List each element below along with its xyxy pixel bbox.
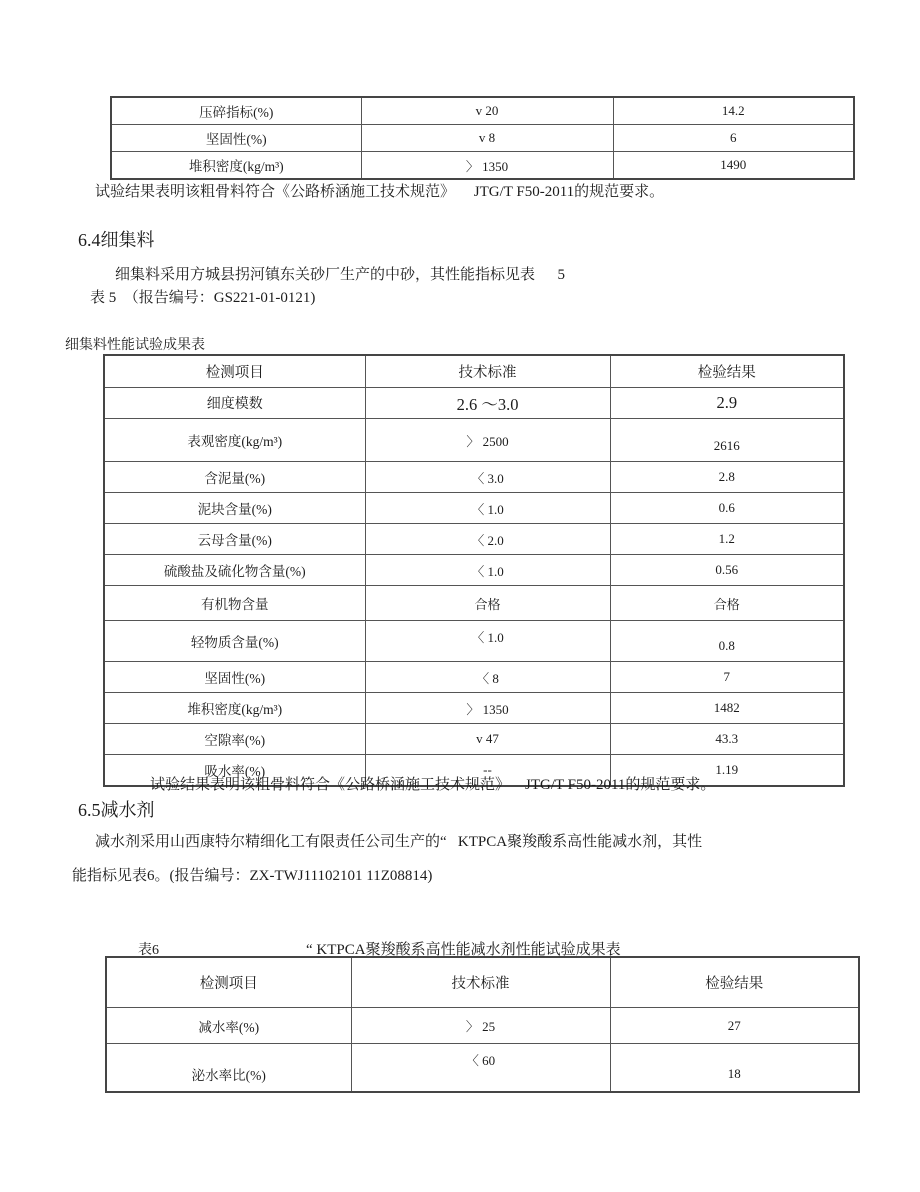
cell-standard: 〉 25 <box>351 1008 610 1044</box>
cell-standard: 〈 1.0 <box>365 555 610 586</box>
cell-result: 0.56 <box>610 555 844 586</box>
section-6-4-heading: 6.4细集料 <box>78 230 155 250</box>
table-row <box>104 586 844 621</box>
cell-result: 43.3 <box>610 724 844 755</box>
cell-result: 1482 <box>610 693 844 724</box>
cell-item: 硫酸盐及硫化物含量(%) <box>104 555 365 586</box>
cell-standard: 〉 1350 <box>361 152 613 180</box>
cell-standard: v 8 <box>361 125 613 152</box>
cell-item: 有机物含量 <box>104 586 365 621</box>
cell-item: 压碎指标(%) <box>111 97 361 125</box>
cell-standard: -- <box>365 755 610 787</box>
table-row <box>106 1044 859 1093</box>
table6-title: “ KTPCA聚羧酸系高性能减水剂性能试验成果表 <box>306 942 621 958</box>
table6-label: 表6 <box>138 943 159 958</box>
section-6-5-heading: 6.5减水剂 <box>78 800 155 820</box>
cell-result: 18 <box>610 1044 859 1093</box>
table5-caption: 细集料性能试验成果表 <box>65 338 205 353</box>
cell-result: 14.2 <box>613 97 854 125</box>
cell-item: 吸水率(%) <box>104 755 365 787</box>
cell-item: 细度模数 <box>104 388 365 419</box>
table-row <box>111 125 854 152</box>
cell-result: 0.6 <box>610 493 844 524</box>
admixture-paragraph-line1: 减水剂采用山西康特尔精细化工有限责任公司生产的“ KTPCA聚羧酸系高性能减水剂，其性 <box>95 834 703 850</box>
cell-item: 堆积密度(kg/m³) <box>104 693 365 724</box>
cell-result: 合格 <box>610 586 844 621</box>
cell-standard: 〈 1.0 <box>365 621 610 662</box>
header-cell-item: 检测项目 <box>104 355 365 388</box>
fine-aggregate-test-table <box>103 354 845 787</box>
cell-result: 0.8 <box>610 621 844 662</box>
cell-result: 1.2 <box>610 524 844 555</box>
cell-standard: 〈 3.0 <box>365 462 610 493</box>
cell-standard: 〉 1350 <box>365 693 610 724</box>
cell-standard: 〈 60 <box>351 1044 610 1093</box>
table-row <box>104 693 844 724</box>
cell-result: 1.19 <box>610 755 844 787</box>
cell-item: 坚固性(%) <box>104 662 365 693</box>
table-header-row <box>104 355 844 388</box>
coarse-aggregate-results-table <box>110 96 855 180</box>
cell-item: 泥块含量(%) <box>104 493 365 524</box>
cell-result: 2.9 <box>610 388 844 419</box>
cell-standard: v 47 <box>365 724 610 755</box>
table-row <box>104 419 844 462</box>
cell-item: 堆积密度(kg/m³) <box>111 152 361 180</box>
table-row <box>104 388 844 419</box>
table-row <box>104 621 844 662</box>
cell-standard: 〈 8 <box>365 662 610 693</box>
table-row <box>104 524 844 555</box>
table-row <box>111 97 854 125</box>
admixture-paragraph-line2: 能指标见表6。(报告编号：ZX-TWJ11102101 11Z08814) <box>72 868 433 884</box>
table-row <box>104 493 844 524</box>
cell-result: 2616 <box>610 419 844 462</box>
coarse-summary-text: 试验结果表明该粗骨料符合《公路桥涵施工技术规范》 JTG/T F50-2011的规范要求。 <box>95 184 665 200</box>
cell-result: 7 <box>610 662 844 693</box>
header-cell-standard: 技术标准 <box>365 355 610 388</box>
header-cell-result: 检验结果 <box>610 957 859 1008</box>
cell-item: 泌水率比(%) <box>106 1044 351 1093</box>
cell-result: 6 <box>613 125 854 152</box>
table5-reference-line: 表 5 （报告编号：GS221-01-0121) <box>90 290 316 306</box>
table-row <box>104 662 844 693</box>
cell-standard: 〈 2.0 <box>365 524 610 555</box>
header-cell-standard: 技术标准 <box>351 957 610 1008</box>
table-row <box>104 724 844 755</box>
cell-standard: 2.6 ～3.0 <box>365 388 610 419</box>
fine-aggregate-paragraph-line1: 细集料采用方城县拐河镇东关砂厂生产的中砂，其性能指标见表 5 <box>115 267 566 283</box>
cell-item: 减水率(%) <box>106 1008 351 1044</box>
cell-standard: 合格 <box>365 586 610 621</box>
fine-summary-text: 试验结果表明该粗骨料符合《公路桥涵施工技术规范》 JTG/T F50-2011的规范要求。 <box>150 777 716 793</box>
cell-result: 1490 <box>613 152 854 180</box>
cell-item: 含泥量(%) <box>104 462 365 493</box>
cell-item: 坚固性(%) <box>111 125 361 152</box>
cell-item: 空隙率(%) <box>104 724 365 755</box>
table-row <box>111 152 854 180</box>
cell-item: 轻物质含量(%) <box>104 621 365 662</box>
cell-result: 27 <box>610 1008 859 1044</box>
table-row <box>104 462 844 493</box>
cell-standard: v 20 <box>361 97 613 125</box>
water-reducer-test-table <box>105 956 860 1093</box>
table-row <box>106 1008 859 1044</box>
cell-item: 表观密度(kg/m³) <box>104 419 365 462</box>
header-cell-result: 检验结果 <box>610 355 844 388</box>
table-header-row <box>106 957 859 1008</box>
table-row <box>104 555 844 586</box>
cell-standard: 〉 2500 <box>365 419 610 462</box>
cell-item: 云母含量(%) <box>104 524 365 555</box>
cell-result: 2.8 <box>610 462 844 493</box>
cell-standard: 〈 1.0 <box>365 493 610 524</box>
header-cell-item: 检测项目 <box>106 957 351 1008</box>
